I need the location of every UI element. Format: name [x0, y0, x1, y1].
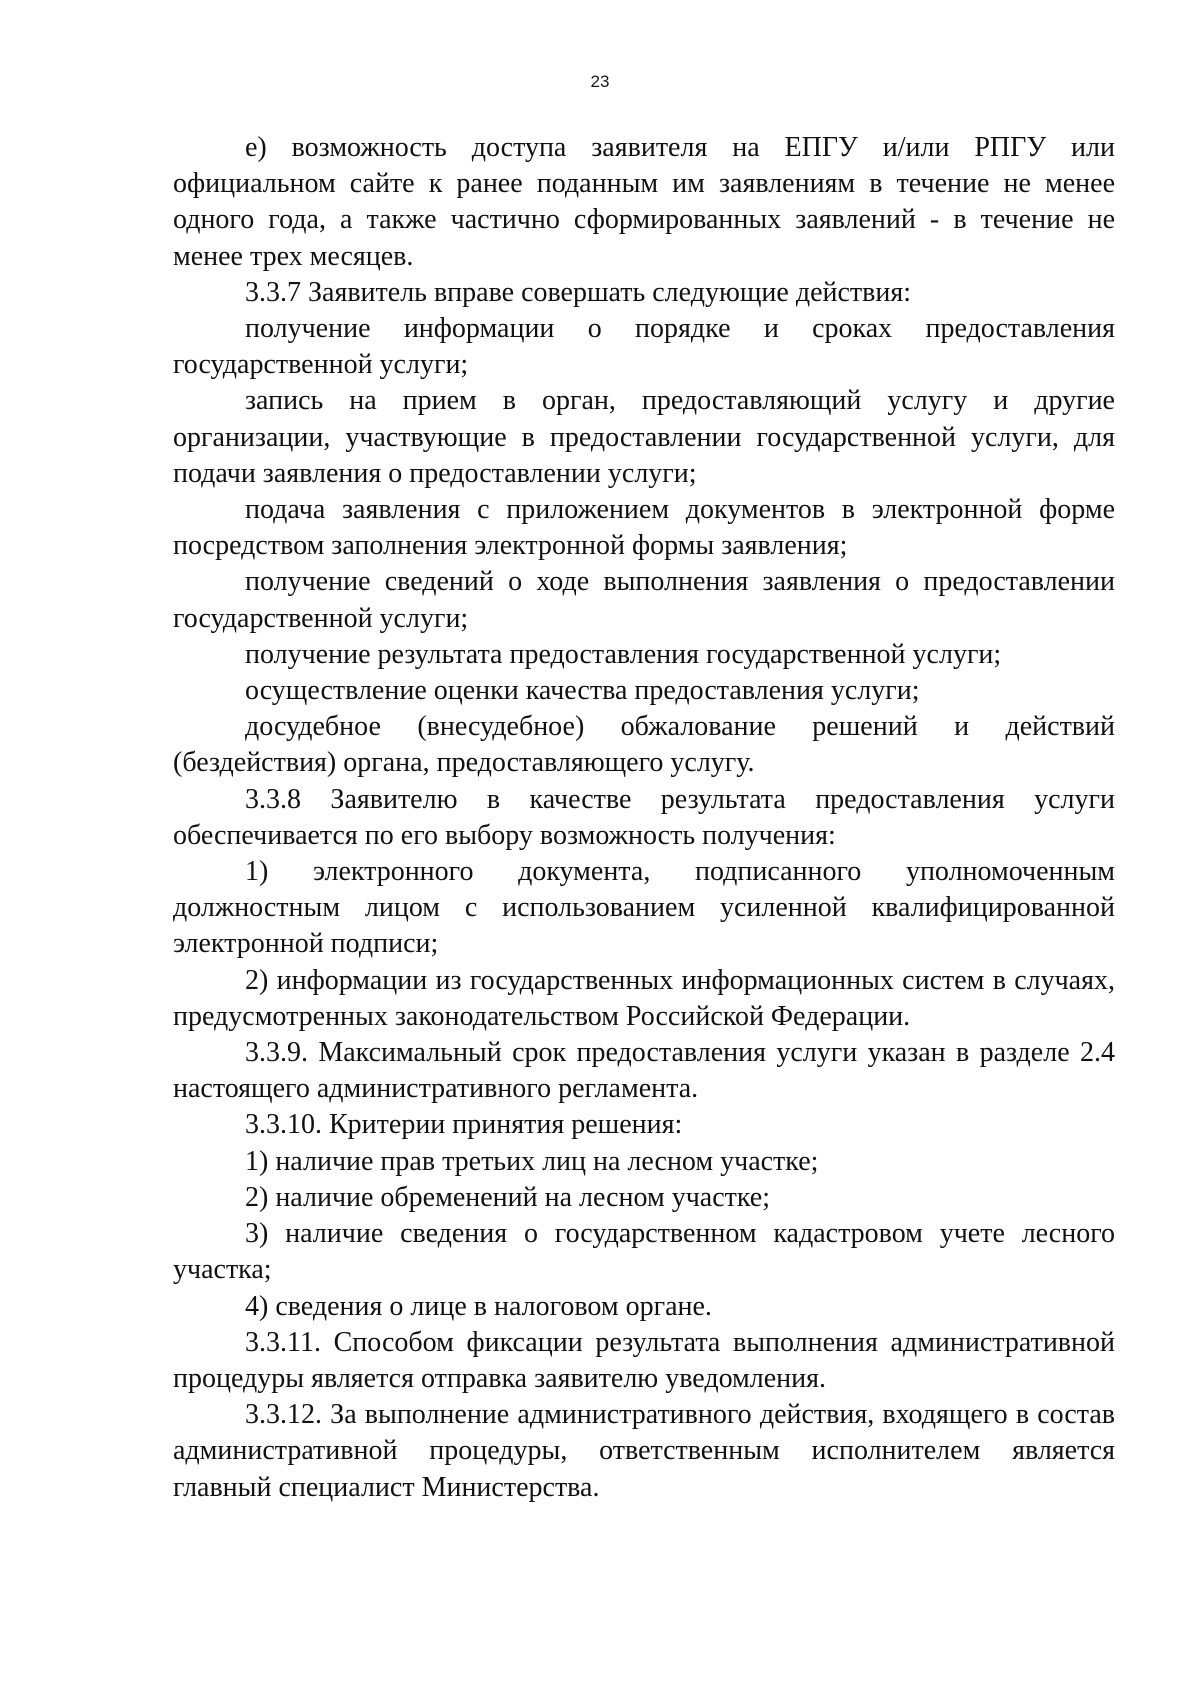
list-item-info: получение информации о порядке и сроках предоставления государственной услуги; [173, 313, 1115, 381]
list-item-appeal: досудебное (внесудебное) обжалование решений и действий (бездействия) органа, предоставляющего услугу. [173, 711, 1115, 779]
list-item-submission: подача заявления с приложением документов в электронной форме посредством заполнения электронной формы заявления; [173, 494, 1115, 562]
paragraph-3-3-11: 3.3.11. Способом фиксации результата выполнения административной процедуры является отправка заявителю уведомления. [173, 1326, 1115, 1394]
list-item-electronic-document: 1) электронного документа, подписанного уполномоченным должностным лицом с использованием усиленной квалифицированной электронной подписи; [173, 856, 1115, 960]
paragraph-3-3-8: 3.3.8 Заявителю в качестве результата предоставления услуги обеспечивается по его выбору возможность получения: [173, 783, 1115, 851]
page-number: 23 [590, 72, 610, 91]
paragraph-item-e-access: е) возможность доступа заявителя на ЕПГУ и/или РПГУ или официальном сайте к ранее поданным им заявлениям в течение не менее одного года, а также частично сформированных заявлений - в течение не менее трех месяцев. [173, 132, 1115, 272]
list-item-status: получение сведений о ходе выполнения заявления о предоставлении государственной услуги; [173, 566, 1115, 634]
criteria-item-3: 3) наличие сведения о государственном кадастровом учете лесного участка; [173, 1218, 1115, 1286]
paragraph-3-3-10: 3.3.10. Критерии принятия решения: [245, 1109, 683, 1141]
document-body [173, 130, 1115, 1506]
paragraph-3-3-9: 3.3.9. Максимальный срок предоставления услуги указан в разделе 2.4 настоящего административного регламента. [173, 1037, 1115, 1105]
list-item-appointment: запись на прием в орган, предоставляющий услугу и другие организации, участвующие в предоставлении государственной услуги, для подачи заявления о предоставлении услуги; [173, 385, 1115, 489]
list-item-information-systems: 2) информации из государственных информационных систем в случаях, предусмотренных законодательством Российской Федерации. [173, 964, 1115, 1032]
list-item-quality-rating: осуществление оценки качества предоставления услуги; [245, 675, 920, 707]
list-item-result: получение результата предоставления государственной услуги; [245, 638, 1002, 670]
criteria-item-4: 4) сведения о лице в налоговом органе. [245, 1290, 712, 1322]
paragraph-3-3-12: 3.3.12. За выполнение административного действия, входящего в состав административной процедуры, ответственным исполнителем является главный специалист Министерства. [173, 1399, 1115, 1503]
criteria-item-2: 2) наличие обременений на лесном участке; [245, 1181, 771, 1213]
paragraph-3-3-7: 3.3.7 Заявитель вправе совершать следующие действия: [245, 276, 912, 308]
criteria-item-1: 1) наличие прав третьих лиц на лесном участке; [245, 1145, 819, 1177]
